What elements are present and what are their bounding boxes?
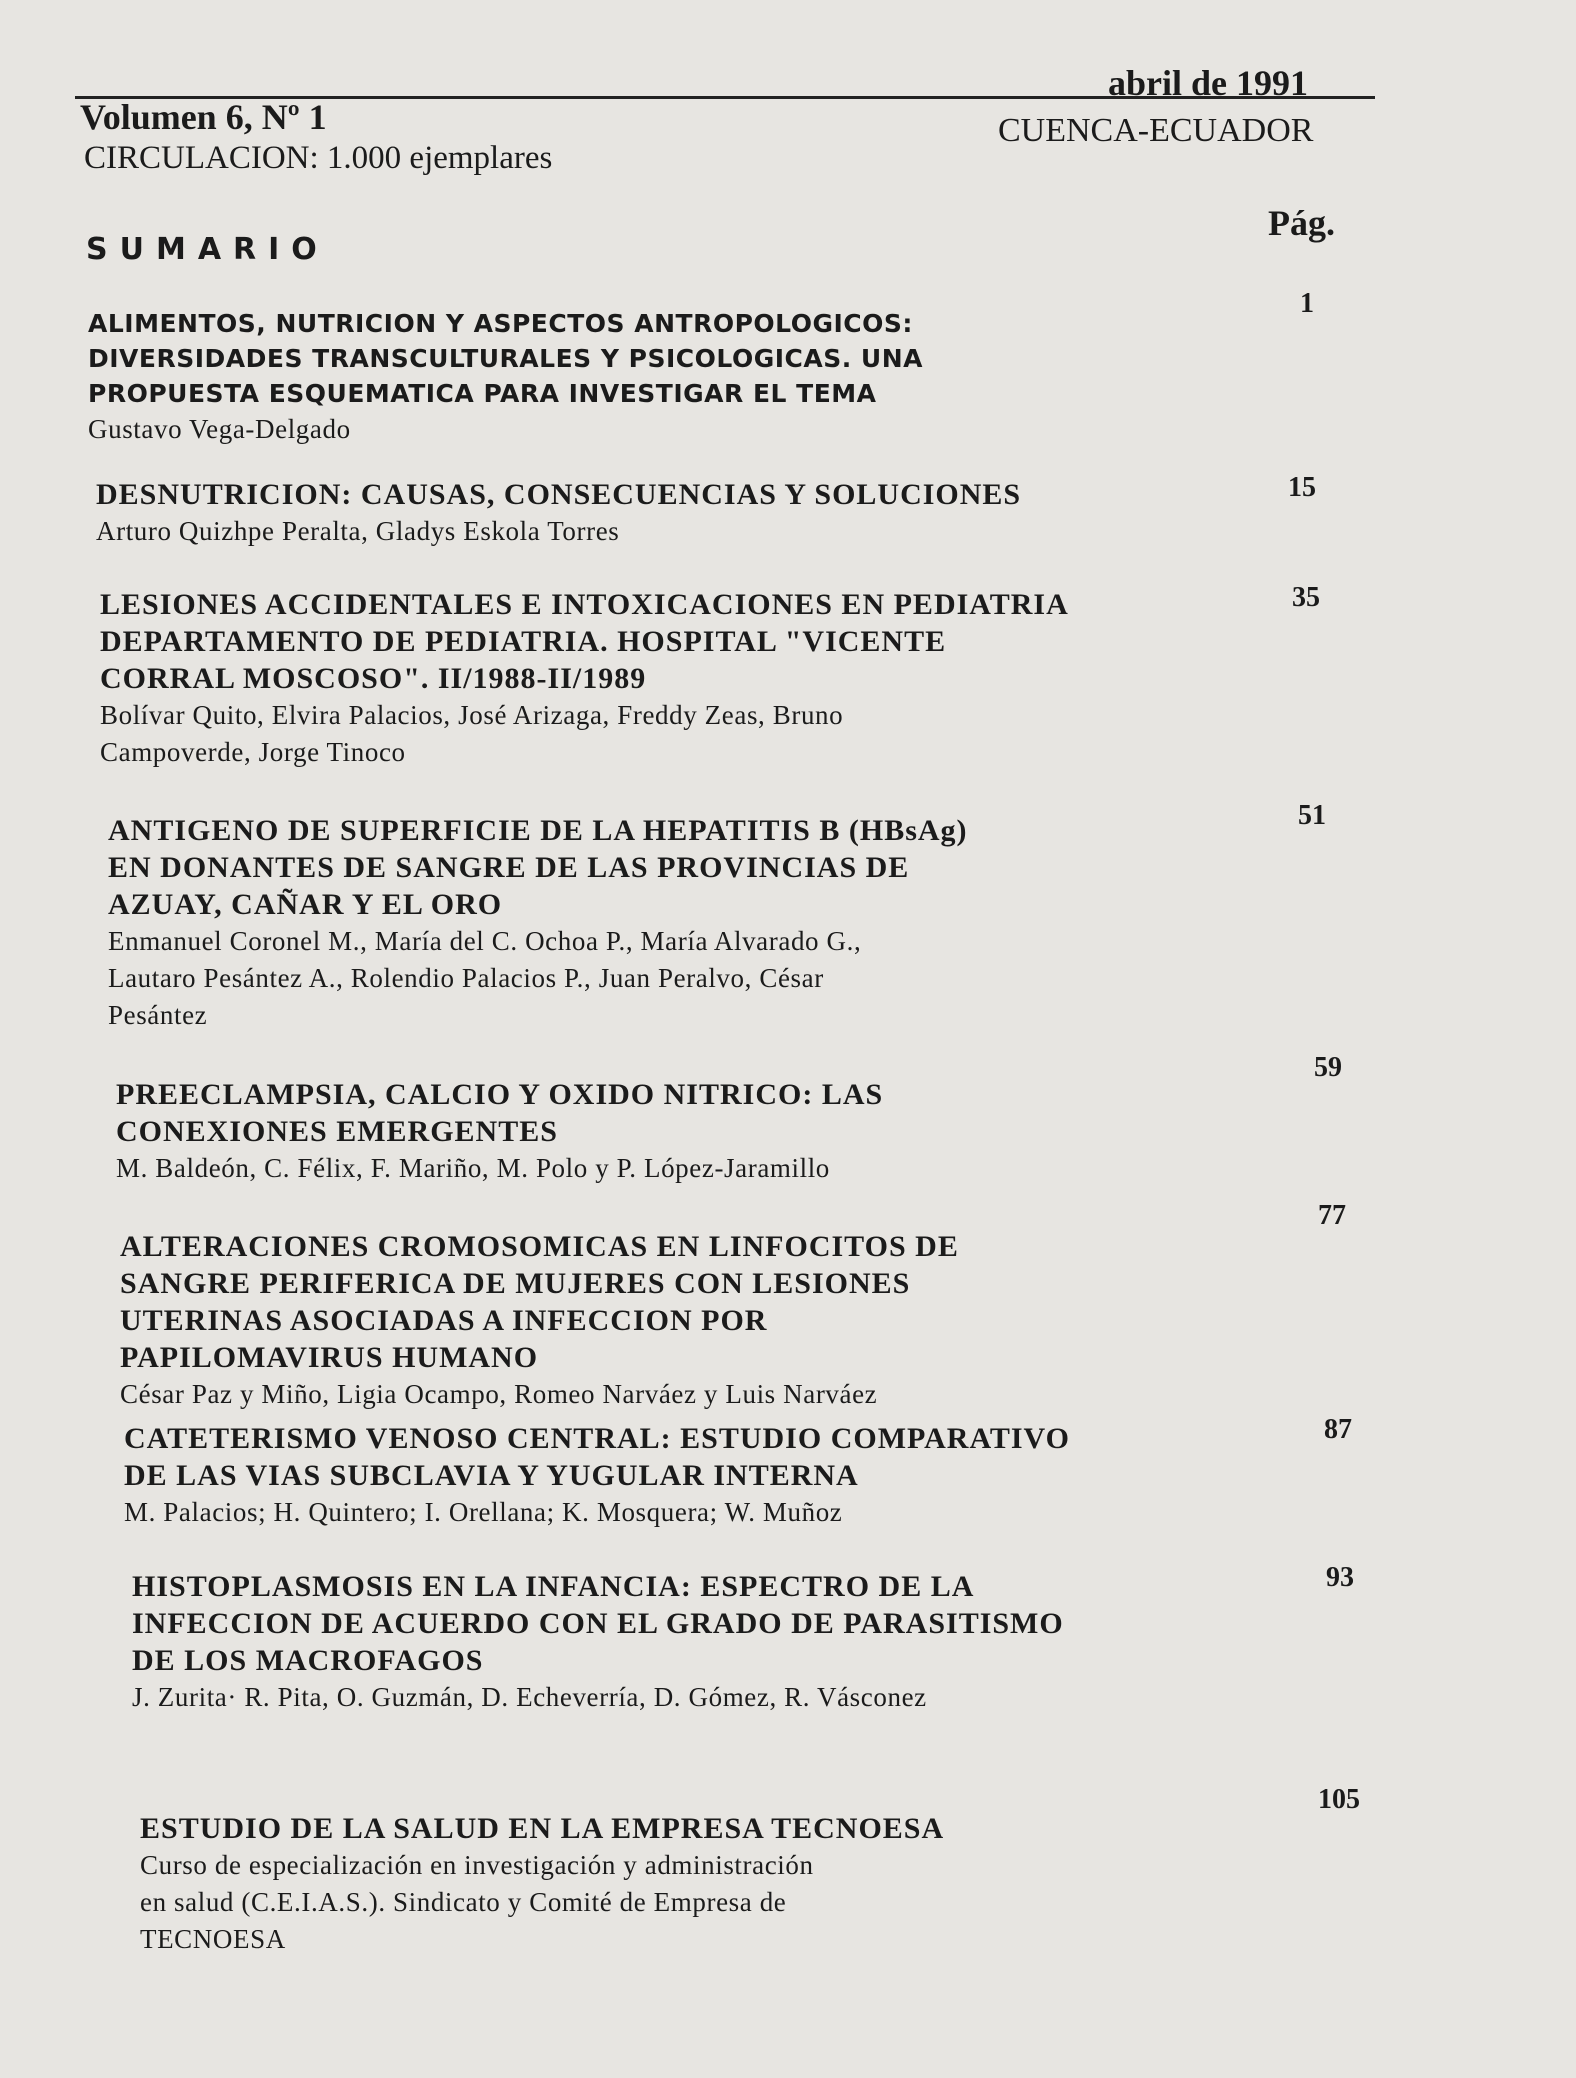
entry-authors: J. Zurita· R. Pita, O. Guzmán, D. Echeverría, D. Gómez, R. Vásconez xyxy=(132,1682,927,1712)
contents-entry xyxy=(140,1810,1240,1958)
entry-page-number: 1 xyxy=(1300,288,1314,319)
issue-date: abril de 1991 xyxy=(1108,63,1309,103)
entry-page-number: 87 xyxy=(1324,1414,1352,1445)
entry-page-number: 105 xyxy=(1318,1784,1360,1815)
entry-authors: Bolívar Quito, Elvira Palacios, José Arizaga, Freddy Zeas, Bruno Campoverde, Jorge Tinoco xyxy=(100,700,844,767)
entry-title: PREECLAMPSIA, CALCIO Y OXIDO NITRICO: LAS CONEXIONES EMERGENTES xyxy=(116,1078,884,1148)
entry-page-number: 51 xyxy=(1298,800,1326,831)
entry-authors: M. Palacios; H. Quintero; I. Orellana; K. Mosquera; W. Muñoz xyxy=(124,1497,843,1527)
issue-city: CUENCA-ECUADOR xyxy=(998,112,1314,149)
contents-entry xyxy=(100,586,1200,771)
entry-title: ANTIGENO DE SUPERFICIE DE LA HEPATITIS B (HBsAg) EN DONANTES DE SANGRE DE LAS PROVINCIAS DE AZUAY, CAÑAR Y EL ORO xyxy=(108,814,968,921)
page-column-label: Pág. xyxy=(1268,203,1335,243)
contents-entry xyxy=(108,812,1208,1034)
entry-title: LESIONES ACCIDENTALES E INTOXICACIONES EN PEDIATRIA DEPARTAMENTO DE PEDIATRIA. HOSPITAL "VICENTE CORRAL MOSCOSO". II/1988-II/1989 xyxy=(100,588,1069,695)
volume-number: Volumen 6, Nº 1 xyxy=(80,97,327,137)
entry-authors: César Paz y Miño, Ligia Ocampo, Romeo Narváez y Luis Narváez xyxy=(120,1379,878,1409)
entry-page-number: 15 xyxy=(1288,472,1316,503)
entry-title: ALIMENTOS, NUTRICION Y ASPECTOS ANTROPOLOGICOS: DIVERSIDADES TRANSCULTURALES Y PSICOLOGICAS. UNA PROPUESTA ESQUEMATICA PARA INVESTIGAR EL TEMA xyxy=(88,309,923,408)
entry-authors: Arturo Quizhpe Peralta, Gladys Eskola Torres xyxy=(96,516,620,546)
contents-entry xyxy=(120,1228,1220,1413)
entry-title: CATETERISMO VENOSO CENTRAL: ESTUDIO COMPARATIVO DE LAS VIAS SUBCLAVIA Y YUGULAR INTERNA xyxy=(124,1422,1070,1492)
entry-authors: M. Baldeón, C. Félix, F. Mariño, M. Polo y P. López-Jaramillo xyxy=(116,1153,830,1183)
entry-title: DESNUTRICION: CAUSAS, CONSECUENCIAS Y SOLUCIONES xyxy=(96,478,1022,511)
contents-entry xyxy=(132,1568,1232,1716)
entry-title: ALTERACIONES CROMOSOMICAS EN LINFOCITOS DE SANGRE PERIFERICA DE MUJERES CON LESIONES UTERINAS ASOCIADAS A INFECCION POR PAPILOMAVIRUS HUMANO xyxy=(120,1230,959,1374)
entry-authors: Enmanuel Coronel M., María del C. Ochoa P., María Alvarado G., Lautaro Pesántez A., Rolendio Palacios P., Juan Peralvo, César Pesántez xyxy=(108,926,862,1030)
entry-page-number: 77 xyxy=(1318,1200,1346,1231)
summary-label: SUMARIO xyxy=(86,232,329,267)
contents-entry xyxy=(88,306,1188,448)
contents-entry xyxy=(96,476,1196,550)
contents-entry xyxy=(116,1076,1216,1187)
entry-page-number: 93 xyxy=(1326,1562,1354,1593)
entry-page-number: 59 xyxy=(1314,1052,1342,1083)
entry-title: HISTOPLASMOSIS EN LA INFANCIA: ESPECTRO DE LA INFECCION DE ACUERDO CON EL GRADO DE PARASITISMO DE LOS MACROFAGOS xyxy=(132,1570,1064,1677)
contents-entry xyxy=(124,1420,1224,1531)
entry-page-number: 35 xyxy=(1292,582,1320,613)
entry-title: ESTUDIO DE LA SALUD EN LA EMPRESA TECNOESA xyxy=(140,1812,945,1845)
entry-authors: Curso de especialización en investigación y administración en salud (C.E.I.A.S.). Sindicato y Comité de Empresa de TECNOESA xyxy=(140,1850,814,1954)
circulation: CIRCULACION: 1.000 ejemplares xyxy=(84,140,553,176)
entry-authors: Gustavo Vega-Delgado xyxy=(88,414,351,444)
